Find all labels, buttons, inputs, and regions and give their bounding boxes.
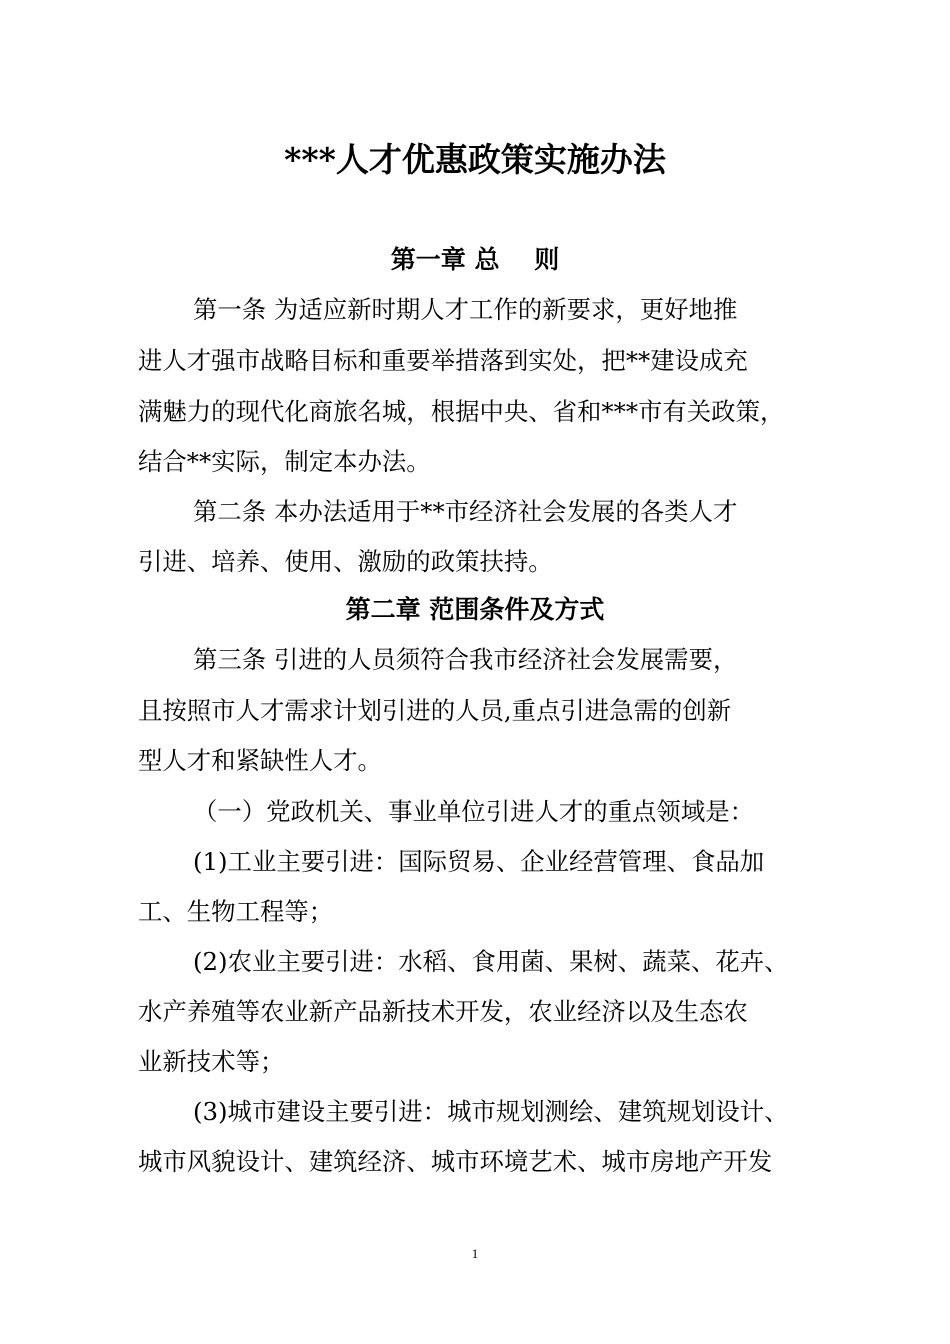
article-2-line-2: 引进、培养、使用、激励的政策扶持。 — [138, 547, 553, 576]
item-2-line-1: (2)农业主要引进：水稻、食用菌、果树、蔬菜、花卉、 — [193, 947, 789, 976]
article-1-line-1: 第一条 为适应新时期人才工作的新要求，更好地推 — [193, 295, 738, 324]
article-1-line-4: 结合**实际，制定本办法。 — [138, 447, 431, 476]
article-1-line-3: 满魅力的现代化商旅名城，根据中央、省和***市有关政策， — [138, 397, 785, 426]
chapter-2-heading: 第二章 范围条件及方式 — [345, 595, 605, 624]
article-3-line-2: 且按照市人才需求计划引进的人员,重点引进急需的创新 — [138, 696, 732, 725]
clause-1-heading: （一）党政机关、事业单位引进人才的重点领域是： — [193, 797, 754, 826]
item-1-line-1: (1)工业主要引进：国际贸易、企业经营管理、食品加 — [193, 847, 765, 876]
article-2-line-1: 第二条 本办法适用于**市经济社会发展的各类人才 — [193, 497, 738, 526]
item-1-line-2: 工、生物工程等； — [138, 897, 334, 926]
item-2-line-3: 业新技术等； — [138, 1047, 285, 1076]
document-title: ***人才优惠政策实施办法 — [284, 140, 666, 179]
chapter-1-heading: 第一章 总 则 — [390, 245, 560, 274]
item-3-line-1: (3)城市建设主要引进：城市规划测绘、建筑规划设计、 — [193, 1097, 789, 1126]
article-3-line-3: 型人才和紧缺性人才。 — [138, 746, 382, 775]
article-1-line-2: 进人才强市战略目标和重要举措落到实处，把**建设成充 — [138, 346, 748, 375]
article-3-line-1: 第三条 引进的人员须符合我市经济社会发展需要， — [193, 645, 738, 674]
item-2-line-2: 水产养殖等农业新产品新技术开发，农业经济以及生态农 — [138, 997, 748, 1026]
page-number: 1 — [471, 1246, 479, 1261]
item-3-line-2: 城市风貌设计、建筑经济、城市环境艺术、城市房地产开发 — [138, 1147, 773, 1176]
